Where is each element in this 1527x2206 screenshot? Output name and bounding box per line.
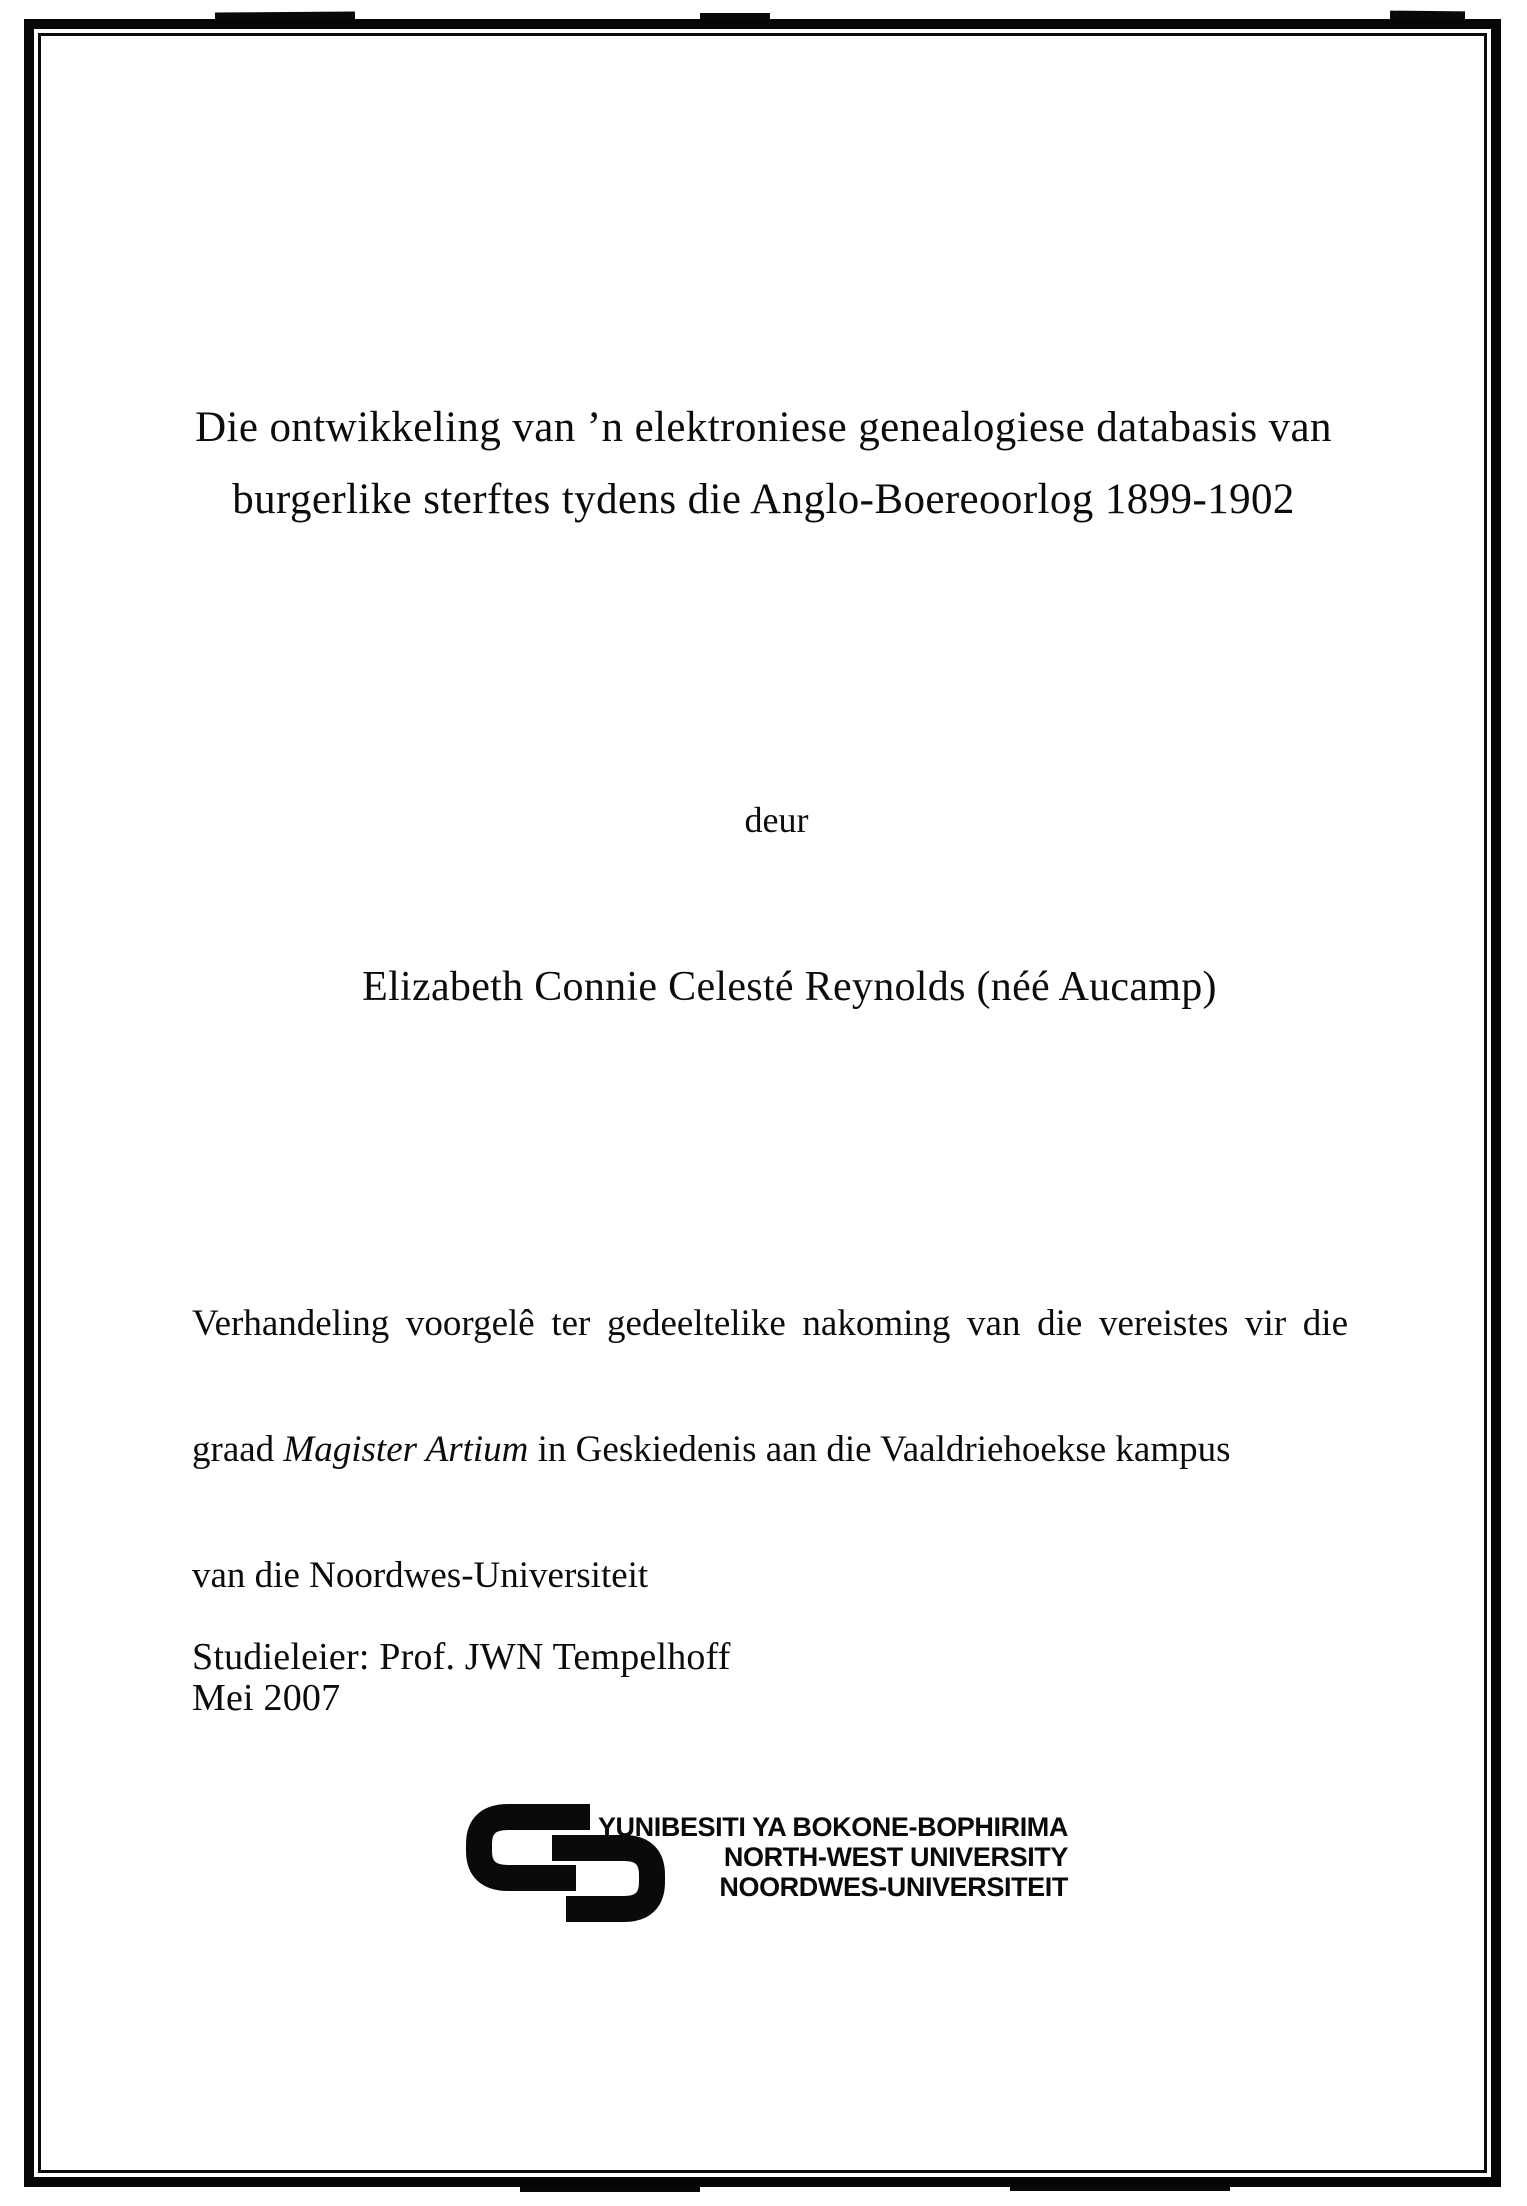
degree-statement-line1: Verhandeling voorgelê ter gedeeltelike nakoming van die vereistes vir die (192, 1303, 1348, 1344)
degree-statement-line2-pre: graad (192, 1429, 284, 1470)
thesis-title-line1: Die ontwikkeling van ’n elektroniese genealogiese databasis van (195, 404, 1332, 451)
degree-statement-line2-post: in Geskiedenis aan die Vaaldriehoekse kampus (528, 1429, 1231, 1470)
degree-statement-line2 (192, 1429, 1348, 1471)
author-name: Elizabeth Connie Celesté Reynolds (néé Aucamp) (362, 964, 1217, 1010)
degree-name: Magister Artium (283, 1429, 529, 1470)
university-logo (466, 1804, 1076, 1944)
university-logo-text (588, 1812, 1068, 1902)
degree-statement (192, 1219, 1348, 1681)
date-line: Mei 2007 (192, 1677, 341, 1719)
degree-statement-line3: van die Noordwes-Universiteit (192, 1555, 649, 1596)
supervisor-line: Studieleier: Prof. JWN Tempelhoff (192, 1636, 731, 1678)
logo-text-english: NORTH-WEST UNIVERSITY (723, 1842, 1068, 1872)
thesis-title-line2: burgerlike sterftes tydens die Anglo-Boereoorlog 1899-1902 (232, 476, 1295, 523)
thesis-title (60, 392, 1467, 536)
logo-text-afrikaans: NOORDWES-UNIVERSITEIT (719, 1872, 1068, 1902)
byline: deur (744, 800, 809, 840)
logo-text-setswana: YUNIBESITI YA BOKONE-BOPHIRIMA (597, 1812, 1068, 1842)
supervisor-block (192, 1637, 731, 1719)
